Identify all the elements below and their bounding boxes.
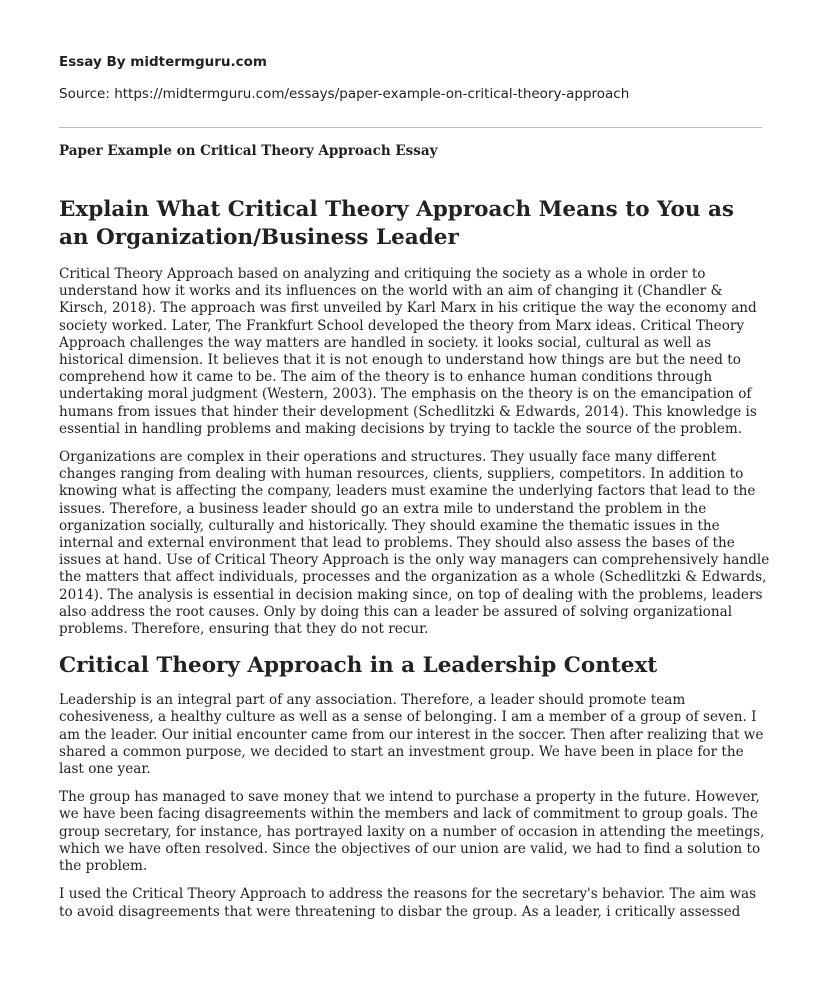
paragraph: Critical Theory Approach based on analyzing and critiquing the society as a whole in order to understand how it works and its influences on the world with an aim of changing it (Chandler & Kirsch, 2018). The approach was first unveiled by Karl Marx in his critique the way the economy and society worked. Later, The Frankfurt School developed the theory from Marx ideas. Critical Theory Approach challenges the way matters are handled in society. it looks social, cultural as well as historical dimension. It believes that it is not enough to understand how things are but the need to comprehend how it came to be. The aim of the theory is to enhance human conditions through undertaking moral judgment (Western, 2003). The emphasis on the theory is on the emancipation of humans from issues that hinder their development (Schedlitzki & Edwards, 2014). This knowledge is essential in handling problems and making decisions by trying to tackle the source of the problem. — [59, 266, 757, 437]
paragraph: The group has managed to save money that we intend to purchase a property in the future. However, we have been facing disagreements within the members and lack of commitment to group goals. The group secretary, for instance, has portrayed laxity on a number of occasion in attending the meetings, which we have often resolved. Since the objectives of our union are valid, we had to find a solution to the problem. — [59, 789, 765, 875]
paper-title: Paper Example on Critical Theory Approach Essay — [59, 143, 438, 159]
document-header — [59, 52, 764, 104]
header-divider — [59, 127, 762, 128]
paragraph: Organizations are complex in their operations and structures. They usually face many different changes ranging from dealing with human resources, clients, suppliers, competitors. In addition to knowing what is affecting the company, leaders must examine the underlying factors that lead to the issues. Therefore, a business leader should go an extra mile to understand the problem in the organization socially, culturally and historically. They should examine the thematic issues in the internal and external environment that lead to problems. They should also assess the bases of the issues at hand. Use of Critical Theory Approach is the only way managers can comprehensively handle the matters that affect individuals, processes and the organization as a whole (Schedlitzki & Edwards, 2014). The analysis is essential in decision making since, on top of dealing with the problems, leaders also address the root causes. Only by doing this can a leader be assured of solving organizational problems. Therefore, ensuring that they do not recur. — [59, 449, 770, 638]
essay-content — [59, 196, 771, 932]
section-heading-leadership: Critical Theory Approach in a Leadership Context — [59, 653, 658, 679]
essay-by-label: Essay By midtermguru.com — [59, 54, 267, 70]
paragraph: Leadership is an integral part of any association. Therefore, a leader should promote team cohesiveness, a healthy culture as well as a sense of belonging. I am a member of a group of seven. I am the leader. Our initial encounter came from our interest in the soccer. Then after realizing that we shared a common purpose, we decided to start an investment group. We have been in place for the last one year. — [59, 692, 764, 778]
source-line: Source: https://midtermguru.com/essays/paper-example-on-critical-theory-approach — [59, 86, 630, 102]
paragraph: I used the Critical Theory Approach to address the reasons for the secretary's behavior. The aim was to avoid disagreements that were threatening to disbar the group. As a leader, i critically assessed — [59, 886, 757, 920]
section-heading-explain: Explain What Critical Theory Approach Means to You as an Organization/Business Leader — [59, 197, 734, 250]
